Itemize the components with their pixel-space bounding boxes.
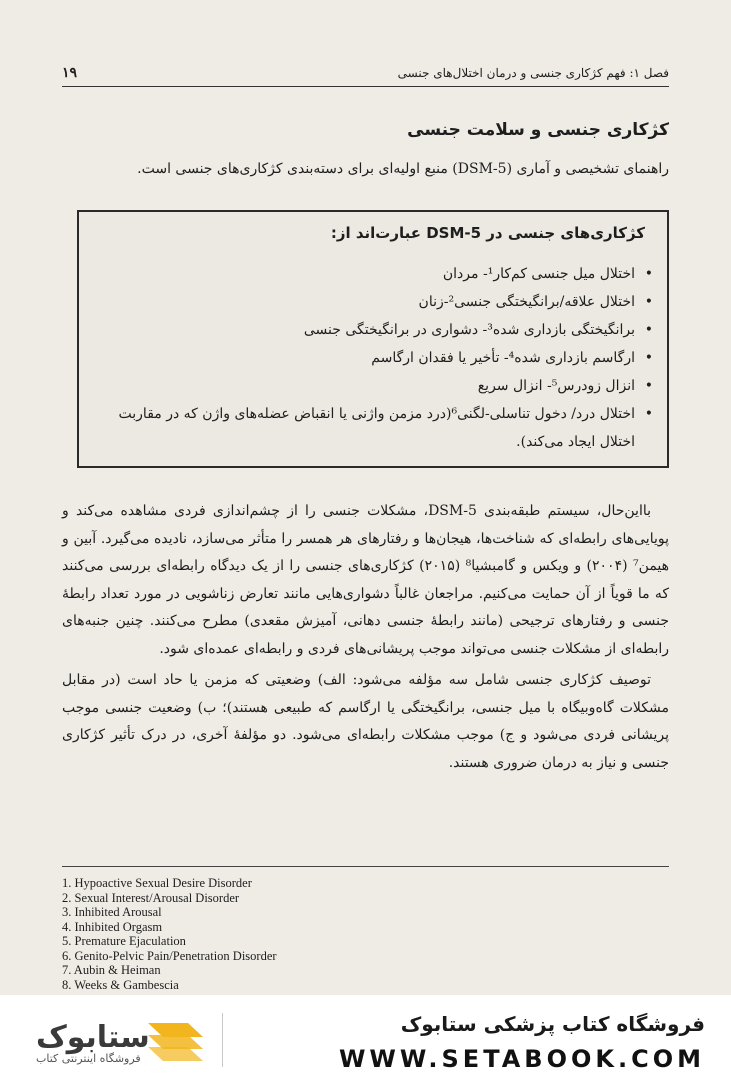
list-item: • انزال زودرس⁵- انزال سریع — [93, 372, 655, 400]
bullet-icon: • — [644, 350, 653, 366]
page-number: ۱۹ — [62, 65, 78, 81]
footnotes — [62, 876, 277, 992]
footnote: 6. Genito-Pelvic Pain/Penetration Disorder — [62, 948, 277, 963]
section-heading: کژکاری جنسی و سلامت جنسی — [407, 120, 669, 140]
footnote: 1. Hypoactive Sexual Desire Disorder — [62, 876, 252, 890]
store-website-link[interactable]: WWW.SETABOOK.COM — [338, 1045, 705, 1073]
list-item: • اختلال میل جنسی کم‌کار¹- مردان — [93, 260, 655, 288]
list-item: • اختلال علاقه/برانگیختگی جنسی²-زنان — [93, 288, 655, 316]
footnote: 4. Inhibited Orgasm — [62, 919, 163, 934]
logo-tagline: فروشگاه اینترنتی کتاب — [36, 1052, 141, 1065]
footnote: 7. Aubin & Heiman — [62, 963, 161, 977]
footnote: 8. Weeks & Gambescia — [62, 977, 179, 992]
bullet-icon: • — [644, 294, 653, 310]
footnote-divider — [62, 866, 669, 867]
bullet-icon: • — [644, 406, 653, 422]
footnote: 3. Inhibited Arousal — [62, 905, 162, 919]
chapter-title: فصل ۱: فهم کژکاری جنسی و درمان اختلال‌های جنسی — [397, 66, 669, 80]
list-item: • اختلال درد/ دخول تناسلی-لگنی⁶(درد مزمن واژنی یا انقباض عضله‌های واژن که در مقاربت اختلال ایجاد می‌کند). — [93, 400, 655, 456]
dysfunction-list — [93, 260, 655, 456]
footnote: 5. Premature Ejaculation — [62, 934, 186, 948]
logo-wordmark: ستابوک — [36, 1020, 150, 1055]
body-text — [62, 498, 669, 781]
footnote: 2. Sexual Interest/Arousal Disorder — [62, 890, 240, 905]
paragraph: بااین‌حال، سیستم طبقه‌بندی DSM-5، مشکلات جنسی را از چشم‌اندازی فردی مشاهده می‌کند و پویایی‌های رابطه‌ای که شناخت‌ها، هیجان‌ها و رفتارهای هر همسر را متأثر می‌سازد، نادیده می‌گیرد. آبین و هیمن⁷ (۲۰۰۴) و ویکس و گامبشیا⁸ (۲۰۱۵) کژکاری‌های جنسی را از یک دیدگاه رابطه‌ای بررسی می‌کنند که ما قویاً از آن حمایت می‌کنیم. مراجعان غالباً دشواری‌هایی مانند تعارض زناشویی در مورد تعداد رابطهٔ جنسی و رفتارهای ترجیحی (مانند رابطهٔ جنسی دهانی، آمیزش مقعدی) مطرح می‌کنند. چنین جنبه‌های رابطه‌ای از مشکلات جنسی می‌تواند موجب پریشانی‌های فردی و رابطه‌ای عمده‌ای شود. — [62, 503, 670, 657]
store-name: فروشگاه کتاب پزشکی ستابوک — [400, 1012, 705, 1036]
section-intro: راهنمای تشخیصی و آماری (DSM-5) منبع اولیه‌ای برای دسته‌بندی کژکاری‌های جنسی است. — [137, 161, 669, 177]
banner-divider — [222, 1013, 223, 1067]
bullet-icon: • — [644, 266, 653, 282]
paragraph: توصیف کژکاری جنسی شامل سه مؤلفه می‌شود: الف) وضعیتی که مزمن یا حاد است (در مقابل مشکلات گاه‌وبیگاه با میل جنسی، برانگیختگی یا ارگاسم که طبیعی هستند)؛ ب) وضعیت جنسی موجب پریشانی فردی می‌شود و ج) موجب مشکلات رابطه‌ای می‌شود. دو مؤلفهٔ آخری، در درک تأثیر کژکاری جنسی و نیاز به درمان ضروری هستند. — [62, 672, 669, 771]
chevron-logo-icon — [148, 1023, 203, 1061]
list-item: • ارگاسم بازداری شده⁴- تأخیر یا فقدان ارگاسم — [93, 344, 655, 372]
bullet-icon: • — [644, 322, 653, 338]
box-title: کژکاری‌های جنسی در DSM-5 عبارت‌اند از: — [330, 224, 645, 242]
dysfunction-list-box — [77, 210, 669, 468]
bullet-icon: • — [644, 378, 653, 394]
running-header — [62, 62, 669, 87]
list-item: • برانگیختگی بازداری شده³- دشواری در برانگیختگی جنسی — [93, 316, 655, 344]
